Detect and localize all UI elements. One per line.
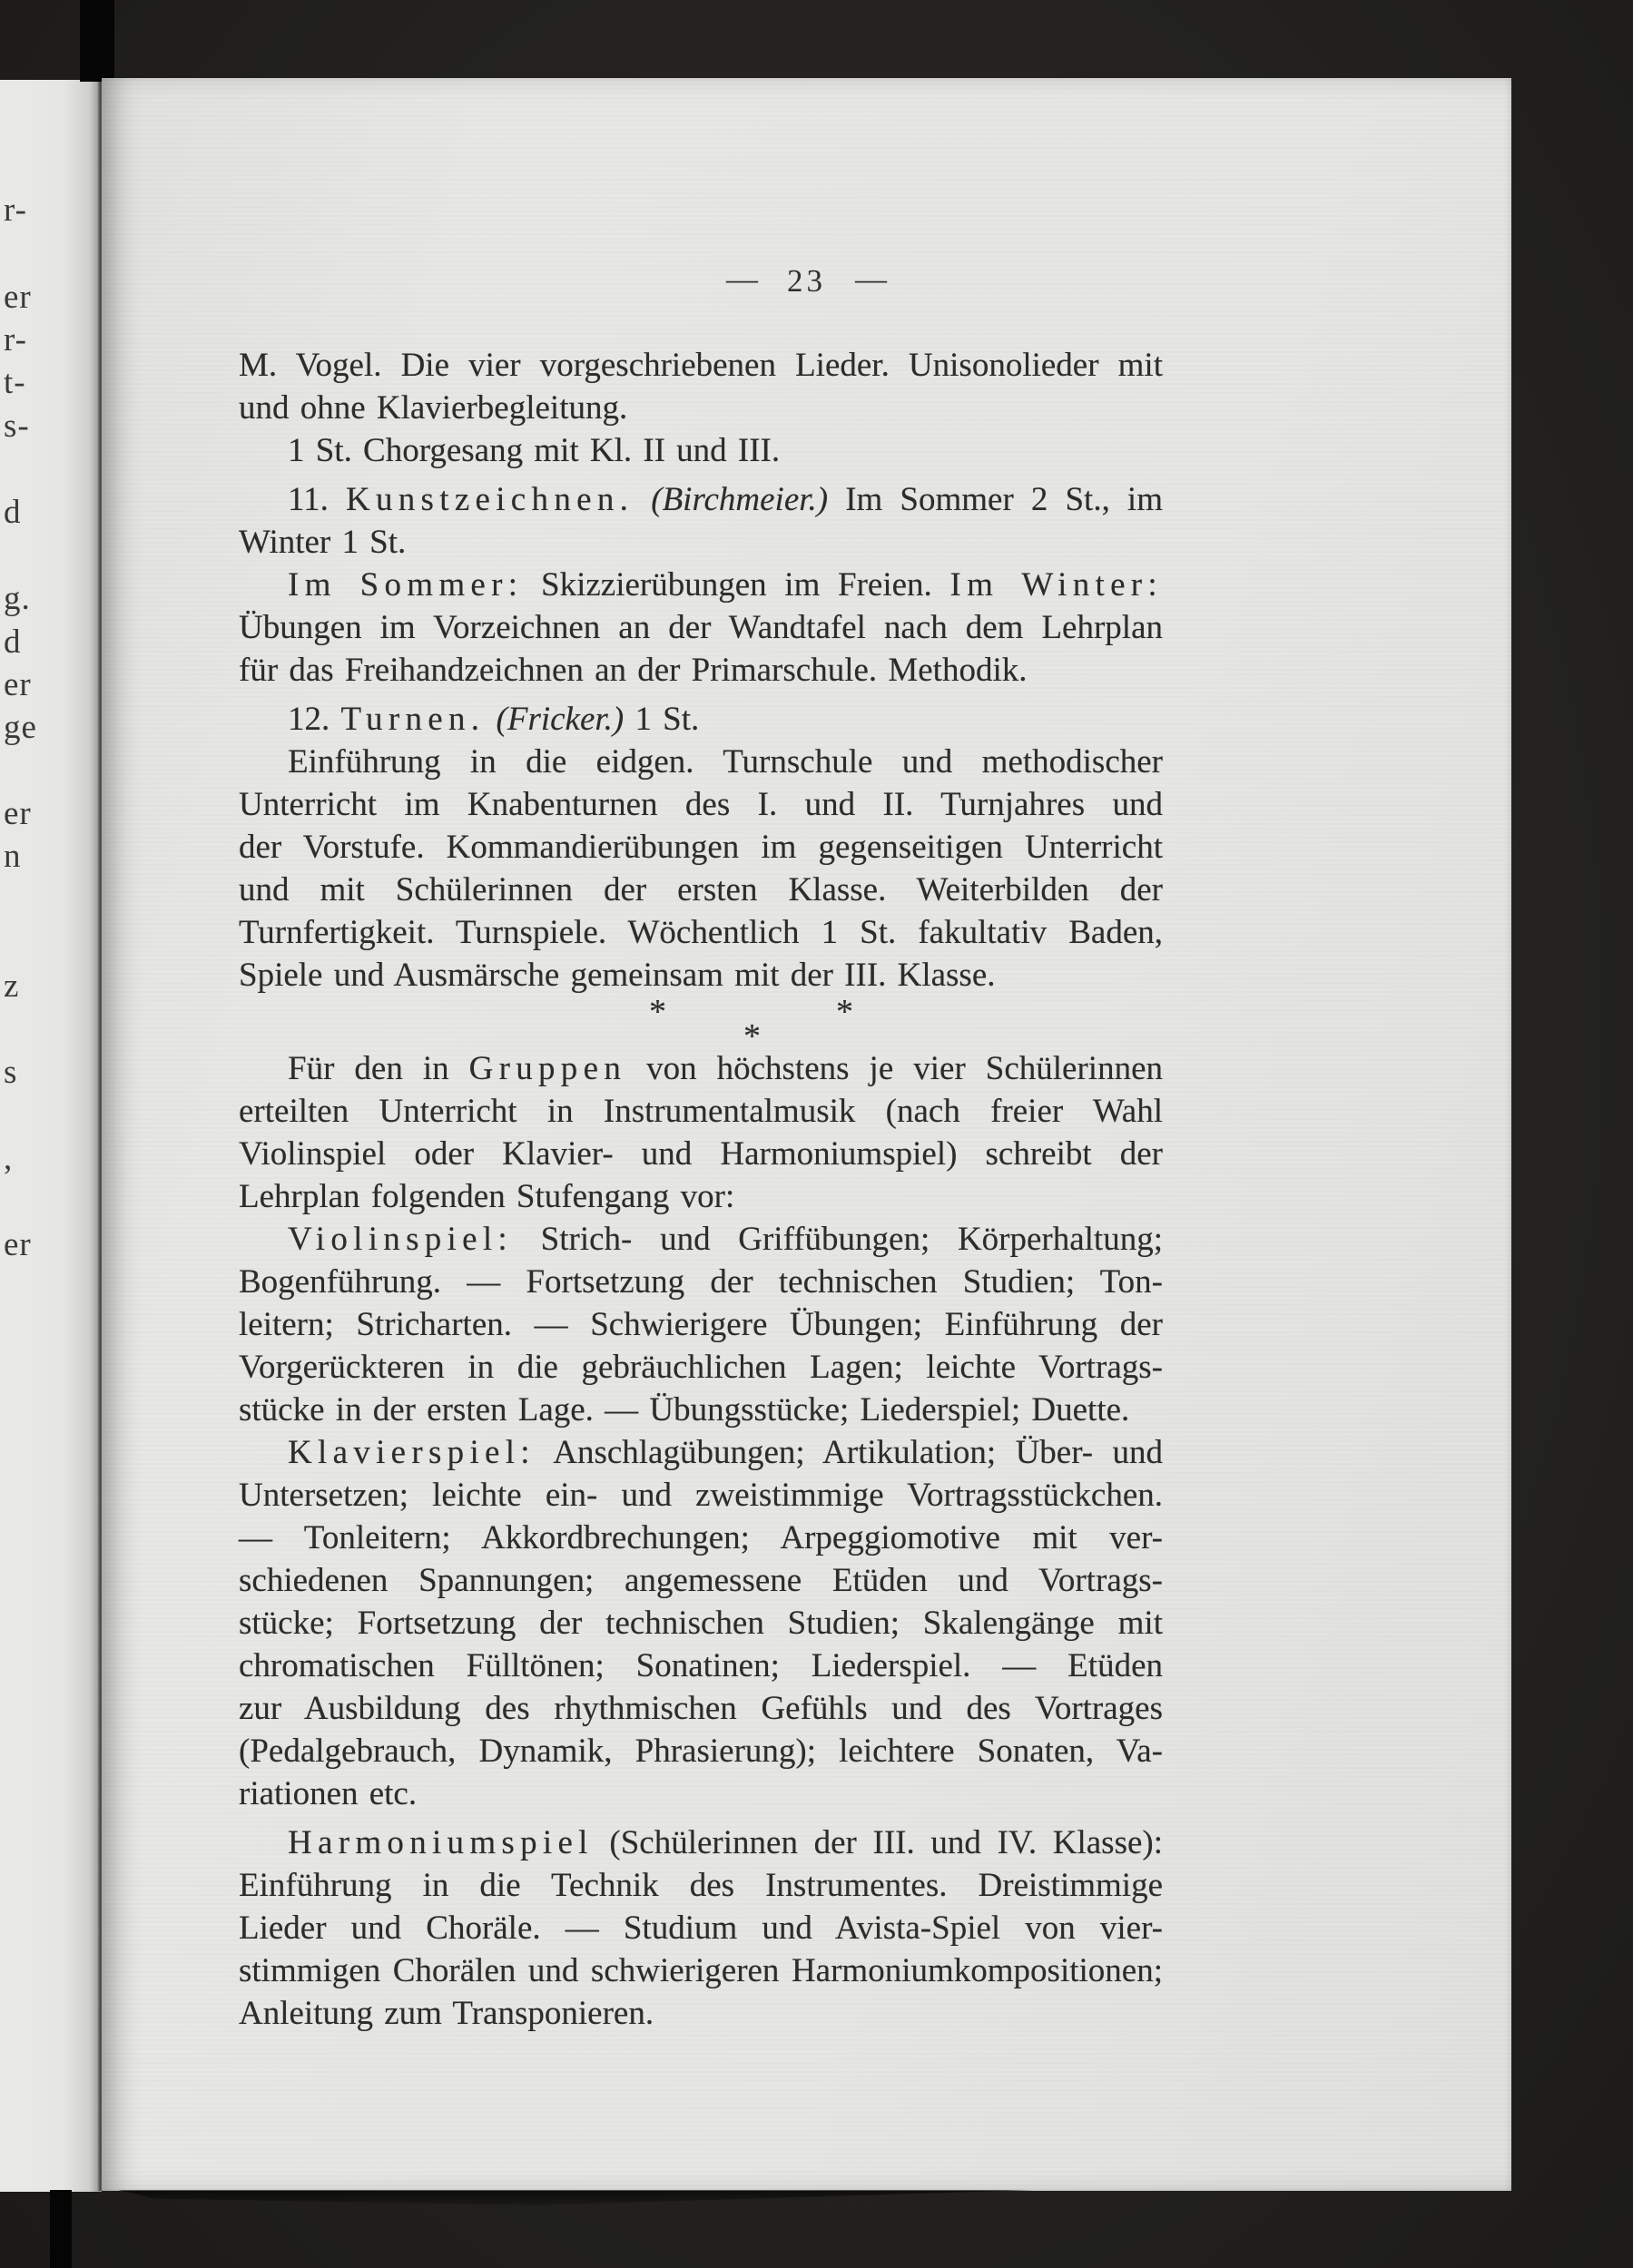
text-segment: Im Sommer 2 St., im	[828, 481, 1163, 518]
asterisk: *	[743, 1017, 761, 1055]
header-dash-right: —	[855, 261, 887, 297]
text-line	[239, 1431, 1163, 1474]
text-segment: Lehrplan folgenden Stufengang vor:	[239, 1178, 735, 1215]
page-text-block	[239, 344, 1163, 2035]
cutoff-text-fragment: er	[4, 795, 32, 832]
text-line	[239, 1346, 1163, 1389]
text-line	[239, 1389, 1163, 1431]
text-line	[239, 564, 1163, 606]
italic-text: (Fricker.)	[496, 701, 625, 738]
asterisk: *	[836, 993, 853, 1031]
cutoff-text-fragment: er	[4, 279, 32, 316]
letterspaced-text: Violinspiel:	[288, 1221, 513, 1258]
letterspaced-text: Klavierspiel:	[288, 1434, 536, 1471]
cutoff-text-fragment: er	[4, 666, 32, 703]
text-line	[239, 1517, 1163, 1559]
text-segment: leitern; Stricharten. — Schwierigere Übungen; Einführung der	[239, 1306, 1163, 1343]
text-segment: — Tonleitern; Akkordbrechungen; Arpeggiomotive mit ver-	[239, 1519, 1163, 1556]
text-segment: zur Ausbildung des rhythmischen Gefühls und des Vortrages	[239, 1690, 1163, 1727]
cutoff-text-fragment: r-	[4, 321, 27, 358]
letterspaced-text: Kunstzeichnen.	[345, 481, 635, 518]
text-segment: schiedenen Spannungen; angemessene Etüden und Vortrags-	[239, 1562, 1163, 1599]
text-segment: Violinspiel oder Klavier- und Harmoniumspiel) schreibt der	[239, 1135, 1163, 1173]
text-line	[239, 649, 1163, 692]
cutoff-text-fragment: r-	[4, 191, 27, 229]
cutoff-text-fragment: d	[4, 494, 22, 531]
text-segment: (Pedalgebrauch, Dynamik, Phrasierung); leichtere Sonaten, Va-	[239, 1733, 1163, 1770]
text-segment: 1 St.	[624, 701, 700, 738]
asterisk: *	[649, 993, 666, 1031]
text-segment: Anschlagübungen; Artikulation; Über- und	[535, 1434, 1163, 1471]
text-segment: Unterricht im Knabenturnen des I. und II. Turnjahres und	[239, 786, 1163, 823]
text-line	[239, 1474, 1163, 1517]
cutoff-text-fragment: n	[4, 838, 22, 875]
text-line	[239, 1559, 1163, 1602]
text-line	[239, 344, 1163, 387]
text-line	[239, 954, 1163, 997]
text-segment	[485, 701, 496, 738]
text-segment: Einführung in die eidgen. Turnschule und methodischer	[288, 743, 1163, 781]
text-line	[239, 387, 1163, 429]
text-line	[239, 1261, 1163, 1303]
text-line	[239, 1218, 1163, 1261]
text-line	[239, 783, 1163, 826]
text-line	[239, 1645, 1163, 1687]
text-line	[239, 1602, 1163, 1645]
text-line	[239, 1303, 1163, 1346]
text-segment: 11.	[288, 481, 346, 518]
text-line	[239, 1992, 1163, 2035]
text-line	[239, 1949, 1163, 1992]
letterspaced-text: Gruppen	[468, 1050, 627, 1087]
cutoff-text-fragment: s-	[4, 407, 30, 445]
text-line	[239, 606, 1163, 649]
italic-text: (Birchmeier.)	[651, 481, 829, 518]
text-segment: Turnfertigkeit. Turnspiele. Wöchentlich 1 St. fakultativ Baden,	[239, 914, 1163, 951]
text-line	[239, 1175, 1163, 1218]
header-dash-left: —	[726, 261, 758, 297]
text-segment: Übungen im Vorzeichnen an der Wandtafel nach dem Lehrplan	[239, 609, 1163, 646]
text-line	[239, 826, 1163, 869]
text-line	[239, 429, 1163, 472]
text-segment: Untersetzen; leichte ein- und zweistimmige Vortragsstückchen.	[239, 1477, 1163, 1514]
text-line	[239, 1047, 1163, 1090]
text-segment: Vorgerückteren in die gebräuchlichen Lagen; leichte Vortrags-	[239, 1349, 1163, 1386]
text-line	[239, 1907, 1163, 1949]
text-segment: riationen etc.	[239, 1775, 418, 1812]
letterspaced-text: Harmoniumspiel	[288, 1824, 594, 1861]
text-segment: Spiele und Ausmärsche gemeinsam mit der III. Klasse.	[239, 957, 996, 994]
text-segment: Bogenführung. — Fortsetzung der technischen Studien; Ton-	[239, 1263, 1163, 1301]
text-segment: chromatischen Fülltönen; Sonatinen; Liederspiel. — Etüden	[239, 1647, 1163, 1684]
text-segment: Skizzierübungen im Freien.	[523, 566, 950, 604]
text-segment: (Schülerinnen der III. und IV. Klasse):	[593, 1824, 1163, 1861]
text-segment: M. Vogel. Die vier vorgeschriebenen Lieder. Unisonolieder mit	[239, 347, 1163, 384]
text-segment: Lieder und Choräle. — Studium und Avista-Spiel von vier-	[239, 1910, 1163, 1947]
text-line	[239, 1772, 1163, 1815]
text-segment: und ohne Klavierbegleitung.	[239, 389, 628, 427]
cutoff-text-fragment: t-	[4, 364, 26, 401]
asterisk-separator	[239, 993, 1163, 1055]
text-line	[239, 1821, 1163, 1864]
text-line	[239, 911, 1163, 954]
cutoff-text-fragment: z	[4, 967, 20, 1005]
text-line	[239, 1133, 1163, 1175]
text-segment	[634, 481, 651, 518]
text-segment: erteilten Unterricht in Instrumentalmusik (nach freier Wahl	[239, 1093, 1163, 1130]
text-line	[239, 869, 1163, 911]
letterspaced-text: Turnen.	[340, 701, 486, 738]
cutoff-text-fragment: g.	[4, 580, 31, 617]
text-segment: Strich- und Griffübungen; Körperhaltung;	[512, 1221, 1163, 1258]
text-segment: der Vorstufe. Kommandierübungen im gegenseitigen Unterricht	[239, 829, 1163, 866]
text-segment: stimmigen Chorälen und schwierigeren Harmoniumkompositionen;	[239, 1952, 1163, 1989]
spine-gap-bottom	[50, 2190, 72, 2268]
cutoff-text-fragment: ,	[4, 1140, 14, 1177]
text-line	[239, 521, 1163, 564]
text-line	[239, 478, 1163, 521]
cutoff-text-fragment: er	[4, 1226, 32, 1263]
text-segment: stücke in der ersten Lage. — Übungsstücke; Liederspiel; Duette.	[239, 1391, 1130, 1429]
text-segment: für das Freihandzeichnen an der Primarschule. Methodik.	[239, 652, 1028, 689]
page-number: 23	[787, 263, 826, 299]
text-segment: Einführung in die Technik des Instrumentes. Dreistimmige	[239, 1867, 1163, 1904]
text-line	[239, 1687, 1163, 1730]
letterspaced-text: Im Winter:	[949, 566, 1163, 604]
spine-gap-top	[80, 0, 114, 82]
cutoff-text-fragment: ge	[4, 709, 37, 746]
text-segment: Winter 1 St.	[239, 524, 407, 561]
letterspaced-text: Im Sommer:	[288, 566, 524, 604]
text-segment: stücke; Fortsetzung der technischen Studien; Skalengänge mit	[239, 1605, 1163, 1642]
text-segment: Anleitung zum Transponieren.	[239, 1995, 654, 2032]
page-number-header	[102, 263, 1511, 299]
text-line	[239, 1090, 1163, 1133]
text-line	[239, 741, 1163, 783]
text-line	[239, 1864, 1163, 1907]
text-segment: von höchstens je vier Schülerinnen	[626, 1050, 1163, 1087]
cutoff-text-fragment: d	[4, 623, 22, 661]
text-segment: Für den in	[288, 1050, 469, 1087]
text-segment: 1 St. Chorgesang mit Kl. II und III.	[288, 432, 781, 469]
text-segment: 12.	[288, 701, 341, 738]
facing-page-edge	[0, 80, 102, 2192]
text-segment: und mit Schülerinnen der ersten Klasse. Weiterbilden der	[239, 871, 1163, 908]
cutoff-text-fragment: s	[4, 1054, 18, 1091]
text-line	[239, 698, 1163, 741]
text-line	[239, 1730, 1163, 1772]
book-page	[102, 78, 1511, 2191]
